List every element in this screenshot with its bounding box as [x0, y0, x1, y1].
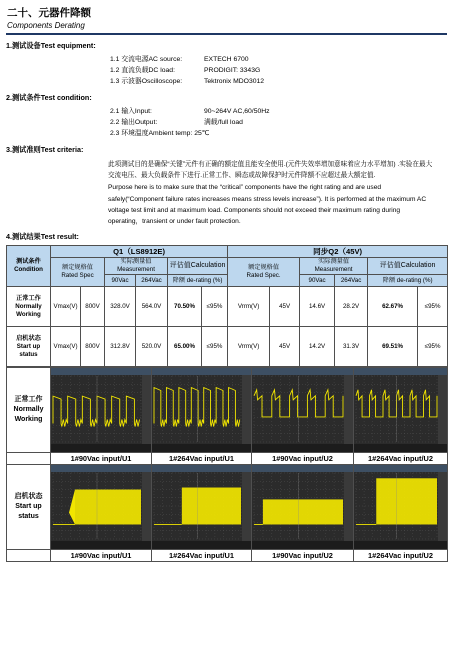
- waveform-cell: [252, 368, 354, 453]
- kv-key: 1.1 交流电源AC source:: [110, 56, 183, 63]
- kv-value: Tektronix MDO3012: [204, 78, 265, 85]
- q2-limit: ≤95%: [418, 327, 448, 367]
- q1-measure-header: 实际测量值 Measurement: [105, 258, 168, 275]
- caption-row: [7, 453, 448, 465]
- waveform-graphic: [152, 368, 251, 452]
- waveform-cell: [51, 368, 152, 453]
- q1-meas-90: 328.0V: [105, 287, 136, 327]
- waveform-label-startup: 启机状态 Start up status: [7, 465, 51, 550]
- kv-key: 1.3 示波器Oscilloscope:: [110, 78, 183, 85]
- q2-derating: 69.51%: [368, 327, 418, 367]
- q2-title: 同步Q2（45V): [228, 246, 448, 258]
- oscilloscope-screenshot: [354, 465, 447, 549]
- waveform-caption: 1#264Vac input/U2: [354, 550, 448, 562]
- row-condition: 正常工作 Normally Working: [7, 287, 51, 327]
- waveform-table: [6, 367, 448, 562]
- q1-limit: ≤95%: [202, 327, 228, 367]
- waveform-row-normal: [7, 368, 448, 453]
- waveform-cell: [152, 465, 252, 550]
- waveform-cell: [354, 368, 448, 453]
- oscilloscope-screenshot: [354, 368, 447, 452]
- q1-calc-header: 评估值Calculation: [168, 258, 228, 275]
- waveform-cell: [252, 465, 354, 550]
- kv-value: 90~264V AC,60/50Hz: [204, 108, 270, 115]
- criteria-heading: 3.测试准则Test criteria:: [6, 145, 84, 154]
- oscilloscope-screenshot: [51, 368, 151, 452]
- table-row: [7, 287, 448, 327]
- condition-list: [110, 106, 447, 139]
- kv-row: [110, 65, 447, 76]
- oscilloscope-screenshot: [152, 465, 251, 549]
- waveform-cell: [354, 465, 448, 550]
- kv-row: [110, 128, 447, 139]
- condition-heading: 2.测试条件Test condition:: [6, 93, 92, 102]
- q2-meas-264: 31.3V: [335, 327, 368, 367]
- q1-derating-header: 降额 de-rating (%): [168, 275, 228, 287]
- q1-rated-header: 额定规格值 Rated Spec: [51, 258, 105, 287]
- waveform-graphic: [252, 465, 353, 549]
- caption-blank: [7, 550, 51, 562]
- q2-derating: 62.67%: [368, 287, 418, 327]
- q1-264vac-header: 264Vac: [136, 275, 168, 287]
- waveform-cell: [152, 368, 252, 453]
- q1-derating: 65.00%: [168, 327, 202, 367]
- kv-row: [110, 76, 447, 87]
- page-title: 二十、元器件降额: [7, 7, 91, 19]
- kv-key: 2.3 环境温度Ambient temp: 25℃: [110, 130, 210, 137]
- waveform-caption: 1#264Vac input/U1: [152, 453, 252, 465]
- q2-rated-header: 额定规格值 Rated Spec.: [228, 258, 300, 287]
- condition-header: 测试条件 Condition: [7, 246, 51, 287]
- q2-symbol: Vrrm(V): [228, 327, 270, 367]
- results-table: [6, 245, 448, 367]
- kv-value: 满载/full load: [204, 119, 243, 126]
- waveform-row-startup: [7, 465, 448, 550]
- document-page: [6, 6, 447, 562]
- q1-title: Q1（LS8912E): [51, 246, 228, 258]
- table-row: [7, 327, 448, 367]
- waveform-graphic: [152, 465, 251, 549]
- q2-meas-90: 14.6V: [300, 287, 335, 327]
- q1-meas-264: 520.0V: [136, 327, 168, 367]
- criteria-en: Purpose here is to make sure that the “critical” components have the right rating and are used safely(“Component failure rates increases means stress levels increase”). It is performed at the maximum AC voltage test limit and at maximum load. Components should not exceed their maximum rating during operating，transient or under fault protection.: [108, 184, 427, 226]
- kv-key: 2.2 输出Output:: [110, 119, 158, 126]
- q1-90vac-header: 90Vac: [105, 275, 136, 287]
- q2-264vac-header: 264Vac: [335, 275, 368, 287]
- kv-row: [110, 54, 447, 65]
- oscilloscope-screenshot: [152, 368, 251, 452]
- page-subtitle: Components Derating: [7, 21, 85, 30]
- waveform-caption: 1#90Vac input/U2: [252, 453, 354, 465]
- results-heading: 4.测试结果Test result:: [6, 232, 79, 242]
- q1-symbol: Vmax(V): [51, 327, 81, 367]
- waveform-graphic: [354, 368, 447, 452]
- title-divider: [6, 33, 447, 35]
- kv-row: [110, 106, 447, 117]
- q1-derating: 70.50%: [168, 287, 202, 327]
- waveform-caption: 1#90Vac input/U1: [51, 550, 152, 562]
- waveform-caption: 1#264Vac input/U2: [354, 453, 448, 465]
- kv-value: EXTECH 6700: [204, 56, 249, 63]
- waveform-graphic: [51, 368, 151, 452]
- q1-rated: 800V: [81, 327, 105, 367]
- waveform-graphic: [354, 465, 447, 549]
- oscilloscope-screenshot: [51, 465, 151, 549]
- q2-meas-90: 14.2V: [300, 327, 335, 367]
- waveform-caption: 1#264Vac input/U1: [152, 550, 252, 562]
- equipment-list: [110, 54, 447, 87]
- caption-blank: [7, 453, 51, 465]
- criteria-text: [108, 159, 434, 227]
- q1-meas-90: 312.8V: [105, 327, 136, 367]
- q1-limit: ≤95%: [202, 287, 228, 327]
- waveform-caption: 1#90Vac input/U2: [252, 550, 354, 562]
- waveform-cell: [51, 465, 152, 550]
- q2-calc-header: 评估值Calculation: [368, 258, 448, 275]
- waveform-label-normal: 正常工作 Normally Working: [7, 368, 51, 453]
- q2-90vac-header: 90Vac: [300, 275, 335, 287]
- row-condition: 启机状态 Start up status: [7, 327, 51, 367]
- criteria-cn: 此项测试目的是确保“关键”元件有正确的额定值且能安全使用.(元件失效率增加意味着应力水平增加) .实验在最大交流电压、最大负载条件下进行.正常工作、瞬态或故障保护时元件降额不应超过最大额定值.: [108, 161, 433, 180]
- q2-meas-264: 28.2V: [335, 287, 368, 327]
- kv-row: [110, 117, 447, 128]
- q1-rated: 800V: [81, 287, 105, 327]
- waveform-caption: 1#90Vac input/U1: [51, 453, 152, 465]
- kv-key: 1.2 直流负载DC load:: [110, 67, 175, 74]
- oscilloscope-screenshot: [252, 368, 353, 452]
- waveform-graphic: [51, 465, 151, 549]
- q1-meas-264: 564.0V: [136, 287, 168, 327]
- kv-key: 2.1 输入Input:: [110, 108, 152, 115]
- q2-rated: 45V: [270, 327, 300, 367]
- q2-measure-header: 实际测量值 Measurement: [300, 258, 368, 275]
- q1-symbol: Vmax(V): [51, 287, 81, 327]
- kv-value: PRODIGIT: 3343G: [204, 67, 261, 74]
- q2-rated: 45V: [270, 287, 300, 327]
- caption-row: [7, 550, 448, 562]
- q2-limit: ≤95%: [418, 287, 448, 327]
- equipment-heading: 1.测试设备Test equipment:: [6, 41, 96, 50]
- q2-symbol: Vrrm(V): [228, 287, 270, 327]
- oscilloscope-screenshot: [252, 465, 353, 549]
- q2-derating-header: 降额 de-rating (%): [368, 275, 448, 287]
- waveform-graphic: [252, 368, 353, 452]
